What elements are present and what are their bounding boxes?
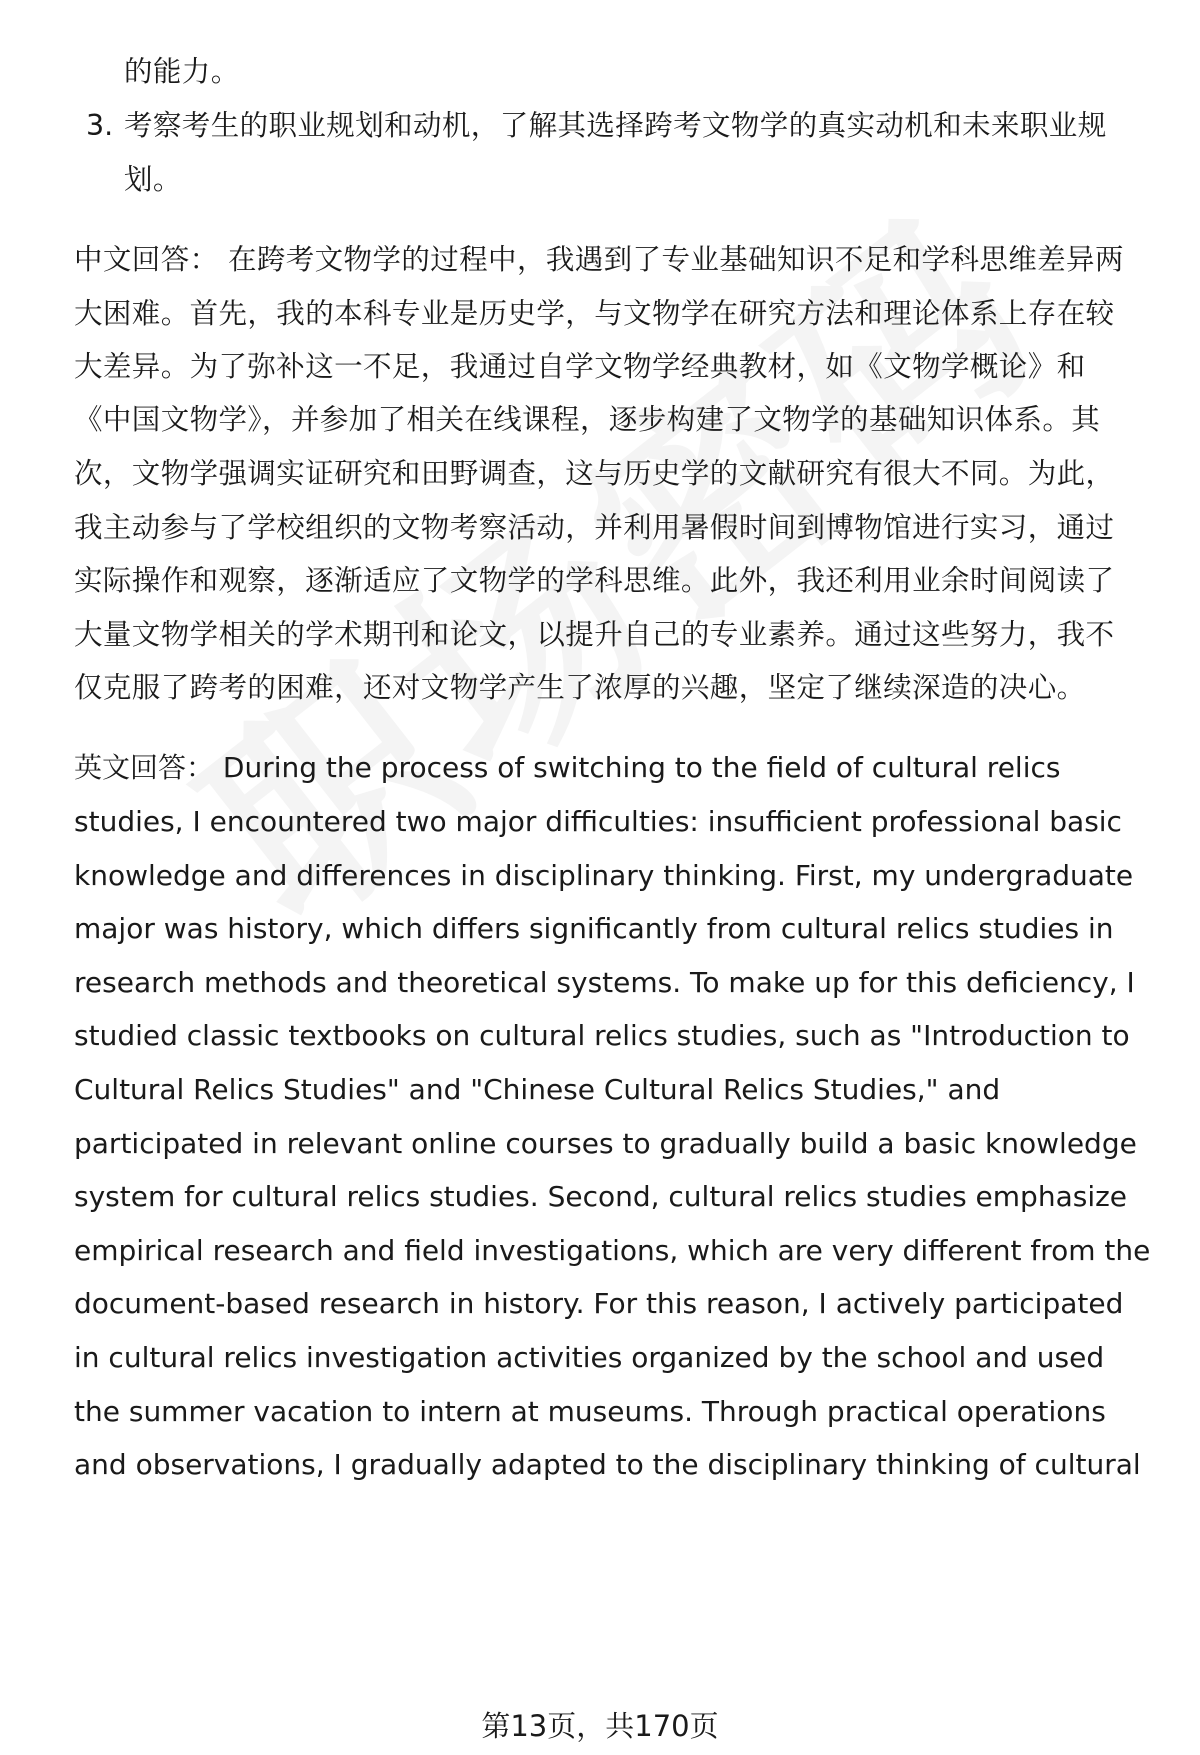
chinese-answer-line: 大困难。首先，我的本科专业是历史学，与文物学在研究方法和理论体系上存在较 bbox=[74, 297, 1115, 330]
english-answer-line: document-based research in history. For this reason, I actively participated bbox=[74, 1287, 1124, 1320]
list-item-3-line-2: 划。 bbox=[124, 163, 182, 196]
english-answer-line: empirical research and field investigations, which are very different from the bbox=[74, 1234, 1151, 1267]
english-answer-line: knowledge and differences in disciplinary thinking. First, my undergraduate bbox=[74, 859, 1134, 892]
english-answer-line: studied classic textbooks on cultural relics studies, such as "Introduction to bbox=[74, 1019, 1130, 1052]
english-answer-line: studies, I encountered two major difficulties: insufficient professional basic bbox=[74, 805, 1122, 838]
chinese-answer-line: 《中国文物学》，并参加了相关在线课程，逐步构建了文物学的基础知识体系。其 bbox=[74, 403, 1101, 436]
english-answer-line: the summer vacation to intern at museums. Through practical operations bbox=[74, 1395, 1106, 1428]
english-answer-line: 英文回答： During the process of switching to the field of cultural relics bbox=[74, 751, 1061, 784]
chinese-answer-line: 中文回答： 在跨考文物学的过程中，我遇到了专业基础知识不足和学科思维差异两 bbox=[74, 243, 1124, 276]
chinese-answer-line: 我主动参与了学校组织的文物考察活动，并利用暑假时间到博物馆进行实习，通过 bbox=[74, 511, 1115, 544]
english-answer-line: major was history, which differs significantly from cultural relics studies in bbox=[74, 912, 1114, 945]
english-answer-line: and observations, I gradually adapted to the disciplinary thinking of cultural bbox=[74, 1448, 1141, 1481]
chinese-answer-line: 大量文物学相关的学术期刊和论文，以提升自己的专业素养。通过这些努力，我不 bbox=[74, 618, 1115, 651]
english-answer-line: system for cultural relics studies. Second, cultural relics studies emphasize bbox=[74, 1180, 1128, 1213]
page-number-footer: 第13页，共170页 bbox=[481, 1709, 719, 1743]
chinese-answer-line: 仅克服了跨考的困难，还对文物学产生了浓厚的兴趣，坚定了继续深造的决心。 bbox=[74, 671, 1086, 704]
english-answer-line: in cultural relics investigation activities organized by the school and used bbox=[74, 1341, 1105, 1374]
chinese-answer-line: 次，文物学强调实证研究和田野调查，这与历史学的文献研究有很大不同。为此， bbox=[74, 457, 1115, 490]
list-item-3-line-1: 考察考生的职业规划和动机，了解其选择跨考文物学的真实动机和未来职业规 bbox=[124, 109, 1107, 142]
list-item-3-number: 3. bbox=[86, 109, 114, 142]
english-answer-line: Cultural Relics Studies" and "Chinese Cultural Relics Studies," and bbox=[74, 1073, 1001, 1106]
chinese-answer-line: 大差异。为了弥补这一不足，我通过自学文物学经典教材，如《文物学概论》和 bbox=[74, 350, 1086, 383]
list-item-2-tail: 的能力。 bbox=[124, 55, 240, 88]
chinese-answer-line: 实际操作和观察，逐渐适应了文物学的学科思维。此外，我还利用业余时间阅读了 bbox=[74, 564, 1115, 597]
english-answer-line: research methods and theoretical systems. To make up for this deficiency, I bbox=[74, 966, 1135, 999]
english-answer-line: participated in relevant online courses to gradually build a basic knowledge bbox=[74, 1127, 1137, 1160]
